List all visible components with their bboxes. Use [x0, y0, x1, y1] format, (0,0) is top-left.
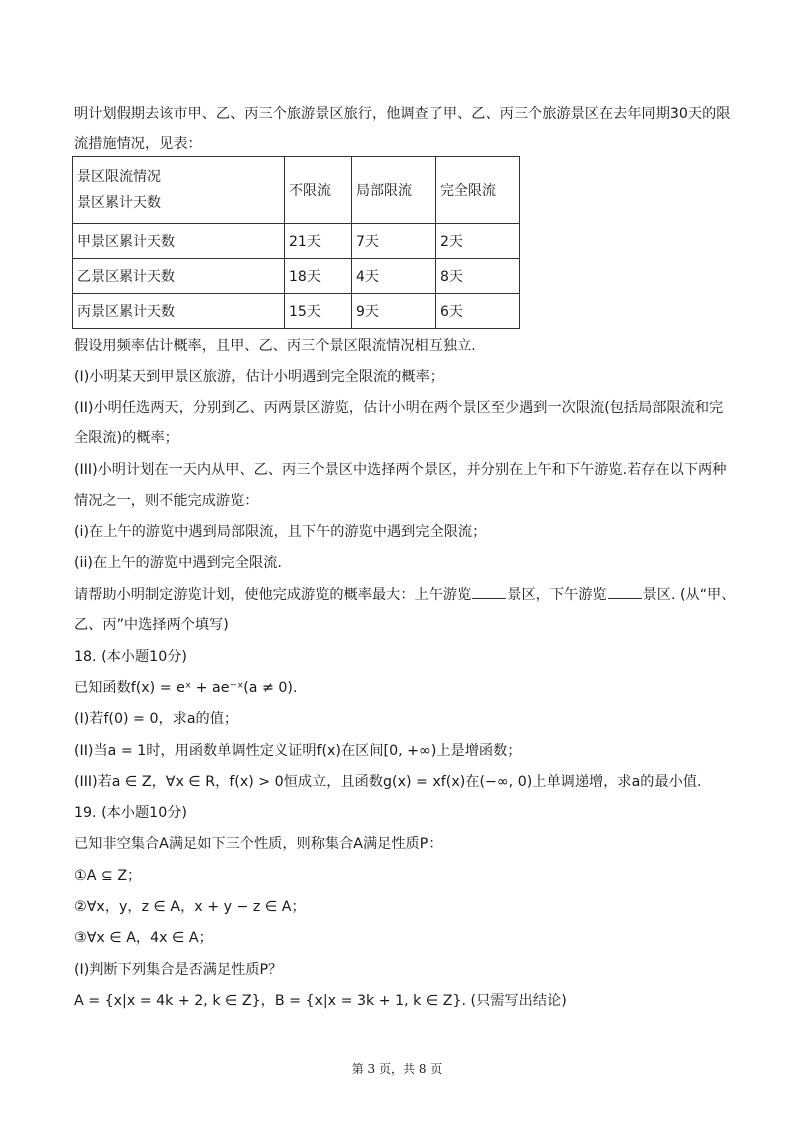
- q18-title: 18. (本小题10分): [74, 649, 187, 665]
- q17-case-ii: (ii)在上午的游览中遇到完全限流.: [74, 555, 282, 571]
- q19-condition-1: ①A ⊆ Z；: [74, 868, 142, 884]
- table-cell: 4天: [352, 259, 436, 294]
- table-cell: 6天: [436, 294, 520, 329]
- q17-ask-line-1: [74, 584, 734, 605]
- q18-given: 已知函数f(x) = eˣ + ae⁻ˣ(a ≠ 0).: [74, 680, 298, 696]
- q17-assumption: 假设用频率估计概率，且甲、乙、丙三个景区限流情况相互独立.: [74, 338, 476, 354]
- q17-part-1: (I)小明某天到甲景区旅游，估计小明遇到完全限流的概率；: [74, 369, 444, 385]
- table-row: [73, 259, 520, 294]
- q17-ask-line-2: 乙、丙”中选择两个填写): [74, 617, 229, 633]
- q17-case-i: (i)在上午的游览中遇到局部限流，且下午的游览中遇到完全限流；: [74, 524, 487, 540]
- row-label: 甲景区累计天数: [73, 224, 285, 259]
- table-cell: 15天: [285, 294, 352, 329]
- q17-part-2-line-1: (II)小明任选两天，分别到乙、丙两景区游览，估计小明在两个景区至少遇到一次限流(包括局部限流和完: [74, 400, 724, 416]
- header-bottom-label: 景区累计天数: [77, 195, 161, 211]
- table-row: [73, 294, 520, 329]
- table-cell: 7天: [352, 224, 436, 259]
- q18-part-2: (II)当a = 1时，用函数单调性定义证明f(x)在区间[0, +∞)上是增函数；: [74, 743, 522, 759]
- page-footer: 第 3 页，共 8 页: [351, 1062, 443, 1076]
- q19-condition-2: ②∀x，y，z ∈ A，x + y − z ∈ A；: [74, 899, 306, 915]
- q19-part-1: (I)判断下列集合是否满足性质P？: [74, 962, 283, 978]
- ask-text-3: 景区. (从“甲、: [642, 587, 736, 603]
- table-cell: 21天: [285, 224, 352, 259]
- afternoon-answer-blank[interactable]: [608, 584, 642, 599]
- table-corner-header: [73, 157, 285, 224]
- q18-part-3: (III)若a ∈ Z，∀x ∈ R，f(x) > 0恒成立，且函数g(x) = xf(x)在(−∞, 0)上单调递增，求a的最小值.: [74, 774, 702, 790]
- column-header: 不限流: [285, 157, 352, 224]
- intro-line-2: 流措施情况，见表：: [74, 136, 202, 152]
- morning-answer-blank[interactable]: [472, 584, 506, 599]
- q17-part-3-line-2: 情况之一，则不能完成游览：: [74, 493, 259, 509]
- q19-condition-3: ③∀x ∈ A，4x ∈ A；: [74, 930, 213, 946]
- column-header: 完全限流: [436, 157, 520, 224]
- q18-part-1: (I)若f(0) = 0，求a的值；: [74, 711, 239, 727]
- row-label: 丙景区累计天数: [73, 294, 285, 329]
- ask-text-2: 景区，下午游览: [507, 587, 607, 603]
- q17-part-2-line-2: 全限流)的概率；: [74, 430, 179, 446]
- ask-text-1: 请帮助小明制定游览计划，使他完成游览的概率最大：上午游览: [74, 587, 472, 603]
- table-cell: 8天: [436, 259, 520, 294]
- scenic-limit-table: [72, 156, 520, 329]
- table-cell: 18天: [285, 259, 352, 294]
- table-header-row: [73, 157, 520, 224]
- row-label: 乙景区累计天数: [73, 259, 285, 294]
- table-cell: 2天: [436, 224, 520, 259]
- table-cell: 9天: [352, 294, 436, 329]
- header-top-label: 景区限流情况: [77, 169, 161, 185]
- q19-given: 已知非空集合A满足如下三个性质，则称集合A满足性质P：: [74, 836, 443, 852]
- table-row: [73, 224, 520, 259]
- column-header: 局部限流: [352, 157, 436, 224]
- q19-sets: A = {x|x = 4k + 2, k ∈ Z}，B = {x|x = 3k + 1, k ∈ Z}. (只需写出结论): [74, 993, 567, 1009]
- intro-line-1: 明计划假期去该市甲、乙、丙三个旅游景区旅行，他调查了甲、乙、丙三个旅游景区在去年同期30天的限: [74, 106, 731, 122]
- q17-part-3-line-1: (III)小明计划在一天内从甲、乙、丙三个景区中选择两个景区，并分别在上午和下午游览.若存在以下两种: [74, 462, 727, 478]
- q19-title: 19. (本小题10分): [74, 805, 187, 821]
